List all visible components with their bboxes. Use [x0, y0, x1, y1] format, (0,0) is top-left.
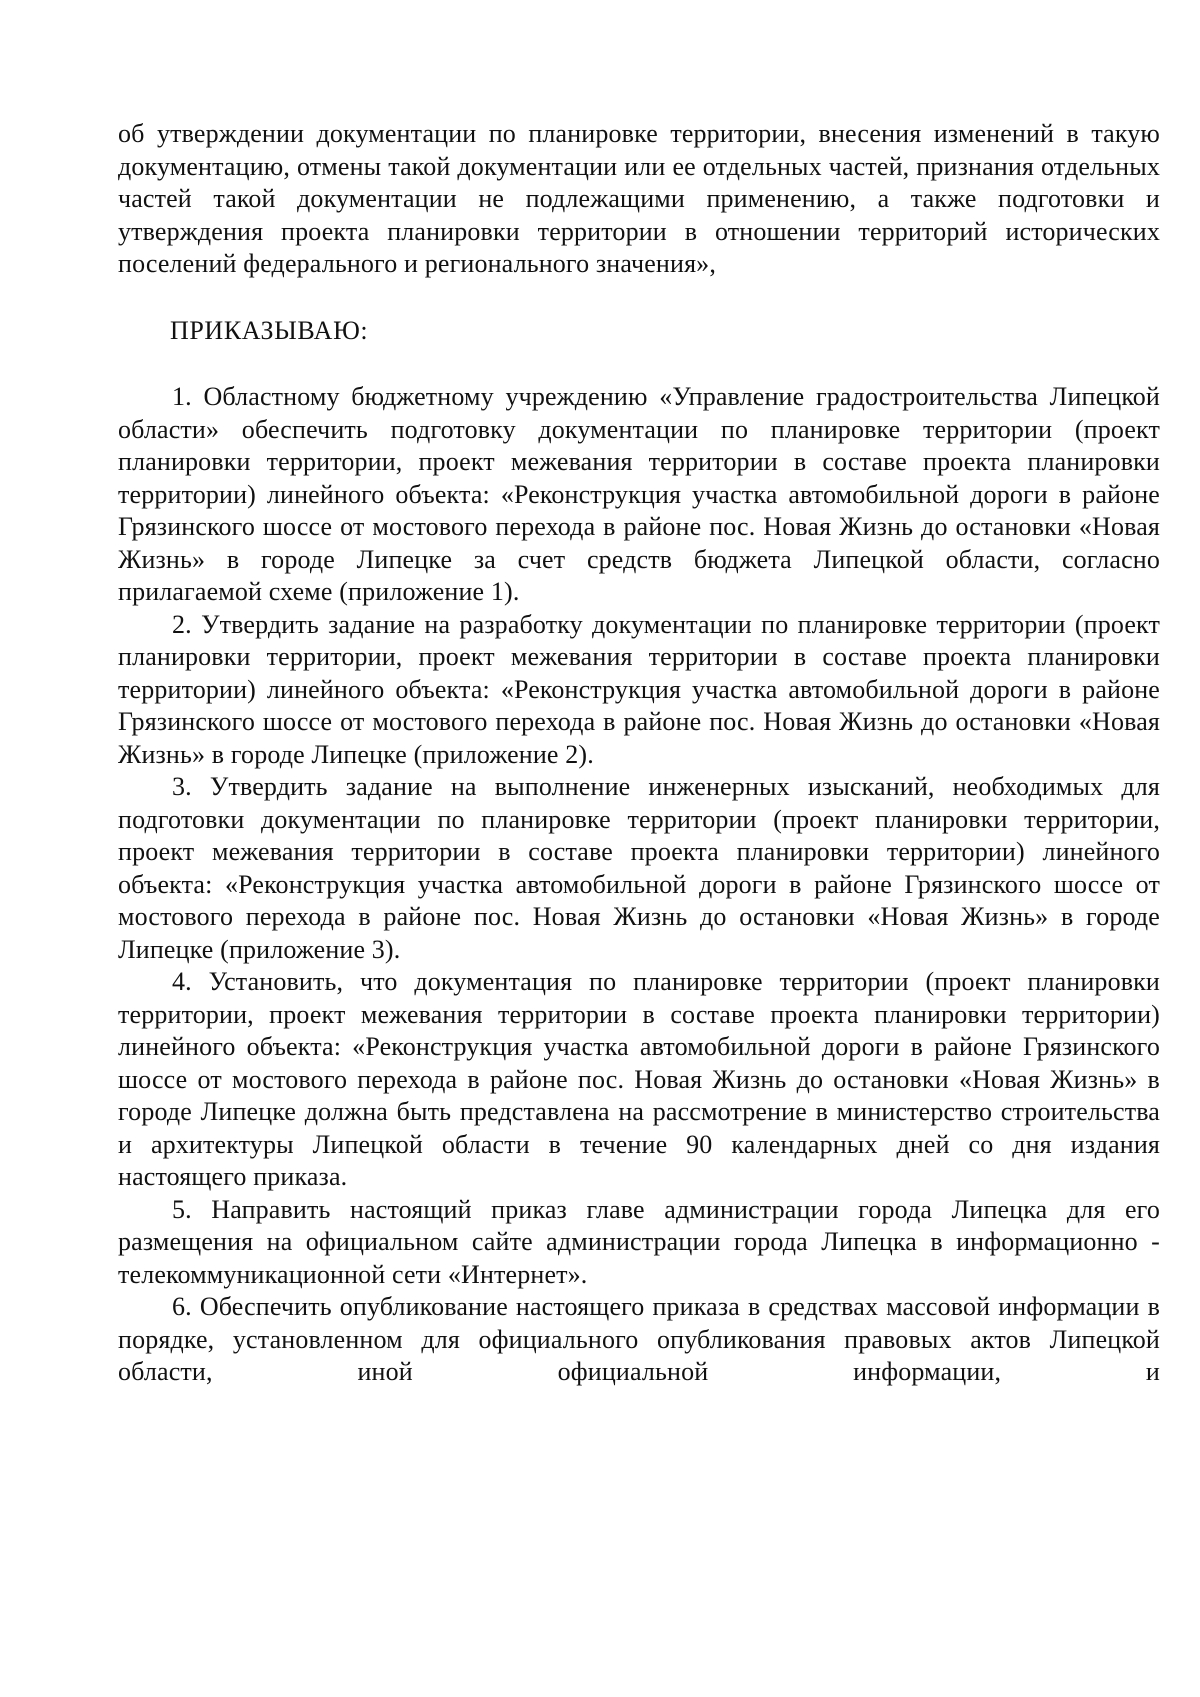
order-item-3: 3. Утвердить задание на выполнение инженерных изысканий, необходимых для подготовки документации по планировке территории (проект планировки территории, проект межевания территории в составе проекта планировки территории) линейного объекта: «Реконструкция участка автомобильной дороги в районе Грязинского шоссе от мостового перехода в районе пос. Новая Жизнь до остановки «Новая Жизнь» в городе Липецке (приложение 3). — [118, 772, 1160, 964]
order-item-1: 1. Областному бюджетному учреждению «Управление градостроительства Липецкой области» обеспечить подготовку документации по планировке территории (проект планировки территории, проект межевания территории в составе проекта планировки территории) линейного объекта: «Реконструкция участка автомобильной дороги в районе Грязинского шоссе от мостового перехода в районе пос. Новая Жизнь до остановки «Новая Жизнь» в городе Липецке за счет средств бюджета Липецкой области, согласно прилагаемой схеме (приложение 1). — [118, 382, 1160, 606]
order-item-2: 2. Утвердить задание на разработку документации по планировке территории (проект планировки территории, проект межевания территории в составе проекта планировки территории) линейного объекта: «Реконструкция участка автомобильной дороги в районе Грязинского шоссе от мостового перехода в районе пос. Новая Жизнь до остановки «Новая Жизнь» в городе Липецке (приложение 2). — [118, 609, 1160, 769]
order-item-6: 6. Обеспечить опубликование настоящего приказа в средствах массовой информации в порядке, установленном для официального опубликования правовых актов Липецкой области, иной официальной информации, и — [118, 1292, 1160, 1386]
document-body — [118, 118, 1160, 1389]
intro-paragraph: об утверждении документации по планировке территории, внесения изменений в такую документацию, отмены такой документации или ее отдельных частей, признания отдельных частей такой документации не подлежащими применению, а также подготовки и утверждения проекта планировки территории в отношении территорий исторических поселений федерального и регионального значения», — [118, 119, 1160, 278]
order-item-4: 4. Установить, что документация по планировке территории (проект планировки территории, проект межевания территории в составе проекта планировки территории) линейного объекта: «Реконструкция участка автомобильной дороги в районе Грязинского шоссе от мостового перехода в районе пос. Новая Жизнь до остановки «Новая Жизнь» в городе Липецке должна быть представлена на рассмотрение в министерство строительства и архитектуры Липецкой области в течение 90 календарных дней со дня издания настоящего приказа. — [118, 967, 1160, 1191]
order-heading: ПРИКАЗЫВАЮ: — [170, 315, 369, 345]
order-item-5: 5. Направить настоящий приказ главе администрации города Липецка для его размещения на официальном сайте администрации города Липецка в информационно - телекоммуникационной сети «Интернет». — [118, 1194, 1160, 1289]
